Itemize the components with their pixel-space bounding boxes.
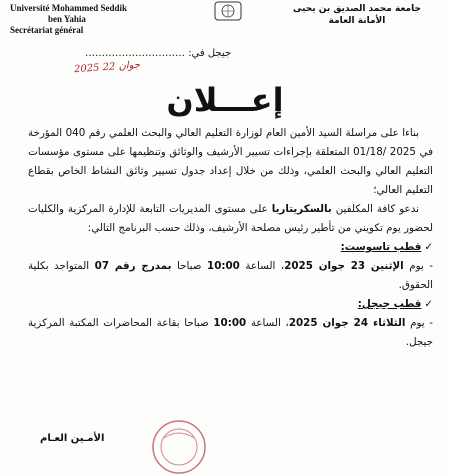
department-fr: Secrétariat général: [10, 25, 84, 35]
section-title-tassoust: ✓قطب تاسوست:: [340, 241, 433, 253]
section-detail-tassoust: - يوم الإثنين 23 جوان 2025، الساعة 10:00 صباحا بمدرج رقم 07 المتواجد بكلية الحقوق.: [28, 260, 433, 291]
university-name-fr: Université Mohammed Seddik: [10, 3, 127, 13]
paragraph-reference: بناءا على مراسلة السيد الأمين العام لوزارة التعليم العالي والبحث العلمي رقم 040 المؤرخة في 2025 /01/18 المتعلقة بإجراءات تسيير الأرشيف والوثائق وتنظيمها على مستوى مؤسسات التعليم العالي والبحث العلمي، وذلك من خلال إعداد جدول تسيير وثائق النشاط الخاص بقطاع التعليم العالي؛: [28, 127, 434, 196]
date-line: [85, 48, 231, 59]
check-icon: ✓: [424, 241, 433, 253]
university-name-fr-cont: ben Yahia: [48, 14, 86, 24]
official-stamp-icon: [150, 418, 208, 476]
check-icon: ✓: [424, 298, 433, 310]
university-name-ar: جامعة محمد الصديق بن يحيى: [293, 4, 421, 14]
handwritten-date: 2025 جوان 22: [73, 59, 141, 76]
signatory-title: الأمـين العـام: [40, 433, 105, 444]
page-title: إعـــلان: [166, 81, 284, 119]
section-detail-jijel: - يوم الثلاثاء 24 جوان 2025، الساعة 10:00 صباحا بقاعة المحاضرات المكتبة المركزية جيجل.: [28, 317, 434, 348]
header-right: [272, 3, 442, 27]
date-label: جيجل في:: [188, 48, 232, 59]
department-ar: الأمانة العامة: [328, 16, 386, 26]
announcement-body: [28, 124, 433, 352]
date-dots: …………………………: [85, 48, 185, 59]
section-title-jijel: ✓قطب جيجل:: [357, 298, 433, 310]
header-left: [10, 3, 170, 36]
paragraph-invitation: ندعو كافة المكلفين بالسكريتاريا على مستوى المديريات التابعة للإدارة المركزية والكليات لحضور يوم تكويني من تأطير رئيس مصلحة الأرشيف، وذلك حسب البرنامج التالي:: [28, 203, 433, 234]
emblem-icon: [213, 0, 243, 22]
